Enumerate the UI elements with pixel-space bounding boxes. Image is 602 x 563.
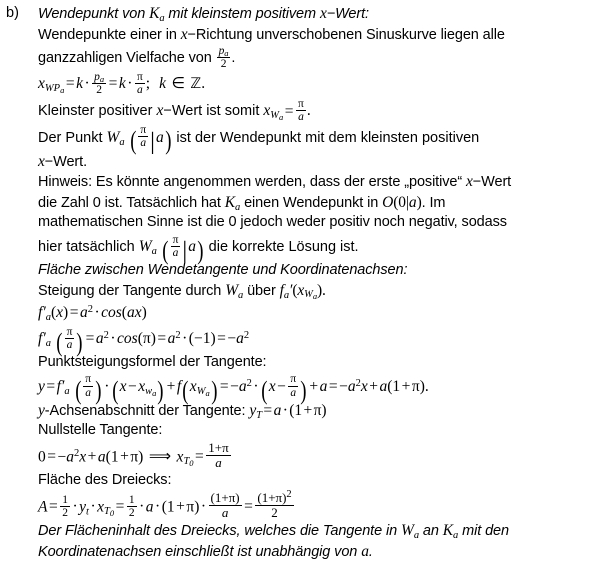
paren-open: ( [393,193,399,211]
var-y: y [38,401,45,419]
text-richtung: −Richtung unverschobenen Sinuskurve liegen alle [187,26,505,43]
sub-T0 [104,506,114,517]
op-equals: = [47,448,56,466]
var-x: x [38,152,45,170]
line-steigung-der-tangente [38,281,602,302]
var-a: a [172,246,179,259]
line-derivative-general [38,301,602,325]
op-equals: = [85,330,95,348]
num-1: 1 [62,494,68,507]
sub-w-text: w [145,385,153,397]
text-schluss-2: Koordinatenachsen einschließt ist unabhängig von [38,543,362,560]
const-pi: π [85,373,92,386]
var-W: W [401,522,414,540]
var-x: x [119,377,127,395]
text-period: . [306,102,311,120]
exponent-2: 2 [87,303,93,315]
line-wendepunkte-einer [38,25,602,46]
text-period: . [231,50,236,67]
const-pi: π [142,330,151,348]
text-x-wert-colon: −Wert: [326,6,369,22]
line-ganzzahligen-vielfache [38,45,602,70]
text-ueber: über [243,282,280,299]
prime-mark: ′ [42,330,46,348]
fraction-pi-over-a [137,124,149,149]
line-nullstelle-tangente: Nullstelle Tangente: [38,422,163,439]
var-a: a [298,111,304,124]
op-minus: − [227,330,237,348]
sub-a: a [205,387,210,398]
var-f: f [176,377,182,395]
text-wendepunkte-einer-in: Wendepunkte einer in [38,26,181,43]
op-equals: = [69,304,79,322]
text-hinweis-xwert: −Wert [472,174,512,191]
text-x-wert-punkt: −Wert. [44,153,88,170]
num-2: 2 [96,84,102,97]
op-element-of: ∈ [171,75,185,93]
var-a: a [155,128,164,146]
var-a: a [361,542,369,560]
solution-body [38,4,602,563]
var-y: y [79,498,87,516]
text-der-punkt: Der Punkt [38,129,107,146]
sub-W [270,110,283,121]
paren-close: ) [416,193,422,211]
op-equals: = [65,75,75,93]
fraction-pi-over-a [170,234,182,259]
const-pi: π [313,401,322,419]
fraction-one-plus-pi-over-a [208,491,243,519]
prime-mark: ′ [42,304,46,322]
sub-0: 0 [189,458,194,469]
var-a: a [238,377,247,395]
text-die-korrekte-loesung: die korrekte Lösung ist. [204,238,359,255]
var-x: x [180,25,188,43]
num-2: 2 [128,507,135,520]
line-mathematischen-sinne: mathematischen Sinne ist die 0 jedoch weder positiv noch negativ, sodass [38,214,507,231]
var-K: K [442,522,454,540]
var-a: a [79,304,88,322]
text-steigung: Steigung der Tangente durch [38,282,226,299]
solution-part-b [0,4,602,563]
text-ganzzahlige-vielfache: ganzzahligen Vielfache von [38,50,216,67]
num-0: 0 [38,448,46,466]
var-p: p [94,71,100,84]
const-pi: π [222,439,229,455]
prime-mark: ′ [60,377,65,395]
sub-W [197,386,210,397]
group-one-plus-pi: (1+π) [257,489,287,505]
line-hier-tatsaechlich [38,233,602,265]
sub-T-text: T [183,456,190,468]
text-achsenabschnitt: -Achsenabschnitt der Tangente: [44,402,250,419]
var-x: x [263,102,271,120]
line-x-wert [38,152,602,173]
num-2: 2 [62,507,68,520]
item-label-b: b) [6,5,19,21]
paren-open: ( [161,498,167,516]
var-A: A [38,498,48,516]
var-y: y [249,401,257,419]
op-minus: − [339,377,348,395]
op-equals: = [284,102,294,120]
op-minus: − [193,330,203,348]
paren-close: ) [63,304,69,322]
var-a: a [95,330,104,348]
paren-close: ) [138,448,144,466]
op-plus: + [303,401,313,419]
fraction-one-plus-pi-squared-over-2 [254,488,294,520]
paren-close: ) [210,330,216,348]
line-derivative-at-wendepunkt: $f'_a$ ( $\frac{\pi}{a}$ ) $=a^2\cdot\cos(\pi)=a^2\cdot(-1)=-a^2$ [38,325,250,357]
var-k: k [76,75,83,93]
var-a: a [145,498,154,516]
exponent-2: 2 [243,329,250,341]
op-cdot: · [110,330,116,348]
op-equals: = [244,498,253,516]
op-equals: = [48,498,58,516]
op-plus: + [401,377,411,395]
op-minus: − [230,377,239,395]
op-plus: + [120,448,129,466]
op-equals: = [46,377,56,395]
op-cdot: · [139,498,145,516]
line-kleinster-positiver [38,98,602,123]
var-x: x [297,281,305,299]
point-Wa: $W_a$ ( $\frac{\pi}{a}$ |a) [106,124,172,156]
var-a: a [66,448,74,466]
sub-T: T [256,409,262,421]
var-x: x [38,75,45,93]
var-x: x [56,304,64,322]
var-x: x [189,377,197,395]
num-0: 0 [398,193,406,211]
text-wert-ist-somit: −Wert ist somit [163,103,264,120]
op-equals: = [195,448,204,466]
op-equals: = [263,401,273,419]
sub-W-text: W [304,289,313,301]
line-hinweis [38,172,602,193]
paren-open: ( [292,281,298,299]
sub-a: a [413,530,419,542]
var-x: x [319,5,327,22]
paren-close: ) [419,377,425,395]
var-K: K [149,5,160,22]
var-a: a [85,386,92,399]
var-W: W [138,237,152,255]
var-x: x [97,498,105,516]
op-plus: + [369,377,378,395]
text-period: . [201,75,206,93]
var-a: a [408,193,417,211]
op-plus: + [87,448,97,466]
sub-a: a [235,201,241,213]
var-k: k [118,75,126,93]
var-x: x [134,304,142,322]
sub-W [304,289,317,300]
op-equals: = [157,330,167,348]
const-pi: π [136,71,143,84]
op-minus: − [277,377,286,395]
var-a: a [126,304,135,322]
op-equals: = [108,75,118,93]
var-x: x [79,448,87,466]
text-schluss-an: an [418,523,443,540]
fraction-pa-over-2 [91,71,107,96]
line-y-achsenabschnitt [38,401,602,422]
num-2: 2 [220,58,227,71]
paren-open: ( [121,304,127,322]
line-flaeche-zwischen: Fläche zwischen Wendetangente und Koordinatenachsen: [38,261,408,278]
var-a: a [140,137,147,150]
sub-a: a [64,385,70,397]
exponent-2: 2 [103,329,109,341]
text-kleinster-positiver: Kleinster positiver [38,103,157,120]
sub-T0 [183,456,193,467]
sub-t: t [86,506,89,518]
text-hier-tatsaechlich: hier tatsächlich [38,238,139,255]
fraction-pi-over-a [295,98,307,123]
var-a: a [290,386,297,399]
const-pi: π [290,373,297,386]
sub-WP-text: WP [44,83,61,95]
op-plus: + [309,377,319,395]
text-hinweis-start: Hinweis: Es könnte angenommen werden, dass der erste „positive“ [38,174,467,191]
sub-W-text: W [270,110,280,122]
coordinate-separator-bar: | [405,193,409,211]
num-1: 1 [202,330,211,348]
var-a: a [136,84,143,97]
sub-a: a [119,136,125,148]
const-pi: π [172,233,179,246]
prime-mark: ′ [289,281,293,299]
op-plus: + [214,439,223,455]
var-a: a [319,377,328,395]
op-plus: + [176,498,185,516]
paren-open: ( [105,448,111,466]
paren-close: ) [316,281,323,299]
num-1: 1 [110,448,119,466]
text-period: . [424,377,429,395]
line-zero-of-tangent [38,441,602,471]
paren-open: ( [289,401,295,419]
var-K: K [224,193,235,211]
op-minus: − [127,377,137,395]
fraction-pi-over-a [64,326,76,351]
op-cdot: · [182,330,188,348]
sub-a: a [45,312,51,324]
op-equals: = [115,498,125,516]
line-formula-xwp [38,70,602,98]
line-schluss-2 [38,542,602,563]
op-cdot: · [253,377,259,395]
var-a: a [347,377,356,395]
var-a: a [379,377,388,395]
var-k: k [159,75,166,93]
sub-a: a [151,245,157,257]
paren-open: ( [137,330,143,348]
op-cdot: · [72,498,78,516]
line-punktsteigungsformel: Punktsteigungsformel der Tangente: [38,354,267,371]
const-pi: π [66,325,73,338]
fraction-pa-over-2 [216,45,232,70]
line-schluss-1 [38,521,602,542]
sub-a: a [60,85,65,96]
num-1: 1 [128,494,135,507]
exponent-2: 2 [74,448,80,460]
sub-a: a [238,289,244,301]
fraction-one-plus-pi-over-a [205,441,231,469]
op-plus: + [166,377,176,395]
line-der-punkt-wa [38,124,602,156]
num-2: 2 [271,504,278,520]
const-pi: π [130,448,139,466]
line-tangent-equation: $y=f'_a$ ( $\frac{\pi}{a}$ ) · $(x-x_{w_a}) +f(x_{W_a}) =-a^2\cdot (x-$ $\frac{\pi}{a}$ ) $+a=-a^2x+a(1+\pi)$. [38,373,429,405]
var-f: f [279,281,284,299]
op-equals: = [219,377,229,395]
paren-close: ) [194,498,200,516]
sub-a: a [453,530,459,542]
op-cdot: · [104,377,110,395]
paren-close: ) [321,401,327,419]
var-x: x [360,377,368,395]
sub-a: a [312,291,317,302]
function-cos: cos [101,304,122,322]
line-die-zahl-null [38,193,602,214]
exponent-2: 2 [175,329,181,341]
op-cdot: · [155,498,161,516]
sub-0: 0 [109,508,115,519]
var-a: a [97,448,106,466]
var-W: W [106,128,120,146]
sub-a: a [283,289,290,301]
point-Wa: $W_a$ ( $\frac{\pi}{a}$ |a) [138,233,204,265]
var-x: x [138,377,146,395]
paren-close: ) [150,330,156,348]
var-a: a [66,338,73,351]
var-y: y [38,377,45,395]
var-a: a [215,454,222,470]
var-W: W [225,281,238,299]
text-schluss-mit-den: mit den [458,523,509,540]
sub-W-text: W [196,385,206,397]
op-equals: = [328,377,338,395]
exponent-2: 2 [286,488,292,500]
op-minus: − [57,448,67,466]
num-1: 1 [392,377,401,395]
paren-open: ( [188,330,194,348]
op-cdot: · [94,304,100,322]
const-pi: π [298,98,304,111]
var-x: x [176,448,184,466]
op-cdot: · [127,75,133,93]
op-cdot: · [200,498,207,516]
var-a: a [188,237,196,255]
var-x: x [466,173,473,191]
const-pi: π [186,498,195,516]
const-pi: π [411,377,420,395]
num-1: 1 [208,439,215,455]
var-x: x [268,377,276,395]
var-p: p [218,45,225,58]
var-f: f [38,304,43,322]
fraction-one-half [126,494,138,519]
group-one-plus-pi: (1+π) [210,489,240,505]
var-a: a [167,330,176,348]
num-1: 1 [166,498,175,516]
function-cos: cos [117,330,138,348]
fraction-one-half [59,494,71,519]
var-a: a [221,504,229,520]
exponent-2: 2 [246,377,252,389]
sub-a: a [159,12,165,24]
fraction-pi-over-a [134,71,146,96]
text-mit-kleinstem: mit kleinstem positivem [164,6,320,22]
text-period: . [368,543,373,560]
exponent-2: 2 [355,377,361,389]
text-period: . [322,281,326,299]
sub-a: a [152,387,157,398]
op-cdot: · [84,75,90,93]
var-f: f [56,377,61,395]
paren-close: ) [141,304,147,322]
var-O: O [382,193,394,211]
op-equals: = [217,330,226,348]
line-heading-wendepunkt [38,4,602,25]
op-cdot: · [90,498,96,516]
fraction-pi-over-a [287,373,299,398]
var-x: x [156,102,164,120]
sub-WP [45,83,64,94]
var-a: a [236,330,244,348]
op-semicolon: ; [145,75,151,93]
line-area-formula [38,488,602,521]
op-implies: ⟹ [148,448,172,466]
set-integers: ℤ [190,76,202,93]
op-cdot: · [282,401,288,419]
text-schluss-1: Der Flächeninhalt des Dreiecks, welches die Tangente in [38,523,402,540]
text-wendepunkt-von: Wendepunkt von [38,6,150,22]
fraction-pi-over-a [82,373,94,398]
text-die-zahl-0: die Zahl 0 ist. Tatsächlich hat [38,194,225,211]
text-einen-wendepunkt-in: einen Wendepunkt in [240,194,383,211]
sub-a: a [45,338,51,350]
text-im: . Im [421,194,446,211]
sub-a: a [99,74,105,85]
sub-a: a [224,48,229,59]
const-pi: π [140,124,147,137]
line-flaeche-des-dreiecks: Fläche des Dreiecks: [38,472,172,489]
paren-open: ( [387,377,393,395]
paren-open: ( [50,304,57,322]
sub-w [145,386,156,397]
sub-a: a [279,112,284,123]
num-1: 1 [294,401,303,419]
text-ist-der-wendepunkt: ist der Wendepunkt mit dem kleinsten positiven [172,129,480,146]
var-a: a [273,401,282,419]
var-f: f [38,330,43,348]
sub-T-text: T [104,506,110,518]
